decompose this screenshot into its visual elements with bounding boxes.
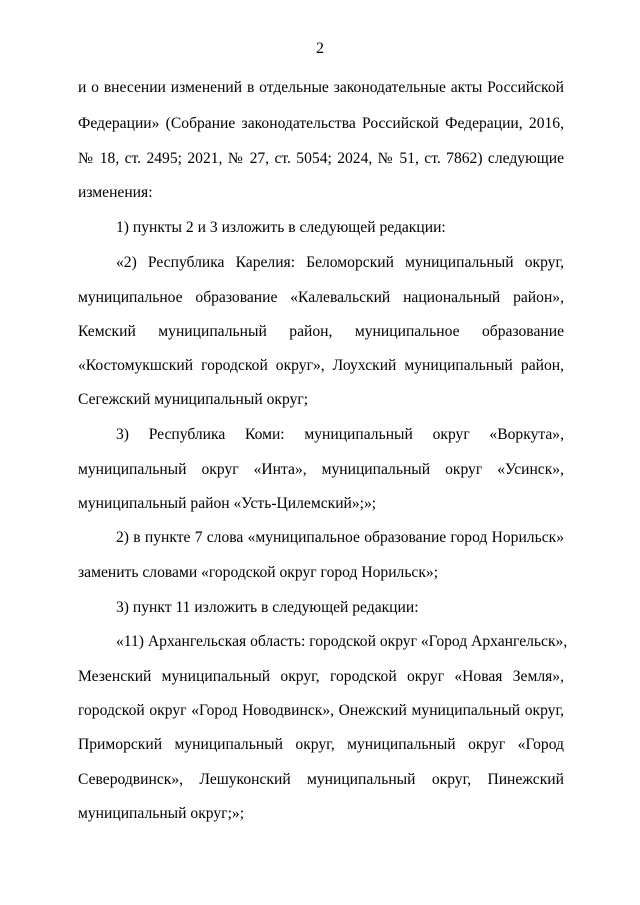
text-line: Мезенский муниципальный округ, городской округ «Новая Земля», (78, 668, 564, 685)
text-line: изменения: (78, 184, 153, 201)
text-line: Северодвинск», Лешуконский муниципальный округ, Пинежский (78, 771, 564, 788)
text-line: 1) пункты 2 и 3 изложить в следующей редакции: (116, 219, 446, 236)
text-line: 3) Республика Коми: муниципальный округ «Воркута», (116, 426, 564, 443)
text-line: «Костомукшский городской округ», Лоухский муниципальный район, (78, 357, 564, 374)
text-line: Кемский муниципальный район, муниципальное образование (78, 323, 564, 340)
text-line: Приморский муниципальный округ, муниципальный округ «Город (78, 736, 564, 753)
text-line: Сегежский муниципальный округ; (78, 391, 309, 408)
text-line: муниципальный округ;»; (78, 805, 245, 822)
text-line: 3) пункт 11 изложить в следующей редакции: (116, 599, 419, 616)
page-number: 2 (316, 40, 324, 57)
text-line: Федерации» (Собрание законодательства Российской Федерации, 2016, (78, 115, 564, 132)
text-line: муниципальный район «Усть-Цилемский»;»; (78, 495, 377, 512)
text-line: № 18, ст. 2495; 2021, № 27, ст. 5054; 2024, № 51, ст. 7862) следующие (78, 150, 564, 167)
text-line: и о внесении изменений в отдельные законодательные акты Российской (78, 79, 564, 96)
text-line: муниципальное образование «Калевальский национальный район», (78, 289, 564, 306)
text-line: городской округ «Город Новодвинск», Онежский муниципальный округ, (78, 702, 564, 719)
text-line: 2) в пункте 7 слова «муниципальное образование город Норильск» (116, 529, 564, 546)
text-line: «11) Архангельская область: городской округ «Город Архангельск», (116, 633, 568, 650)
text-line: муниципальный округ «Инта», муниципальный округ «Усинск», (78, 461, 564, 478)
text-line: «2) Республика Карелия: Беломорский муниципальный округ, (116, 254, 564, 271)
text-line: заменить словами «городской округ город Норильск»; (78, 564, 439, 581)
